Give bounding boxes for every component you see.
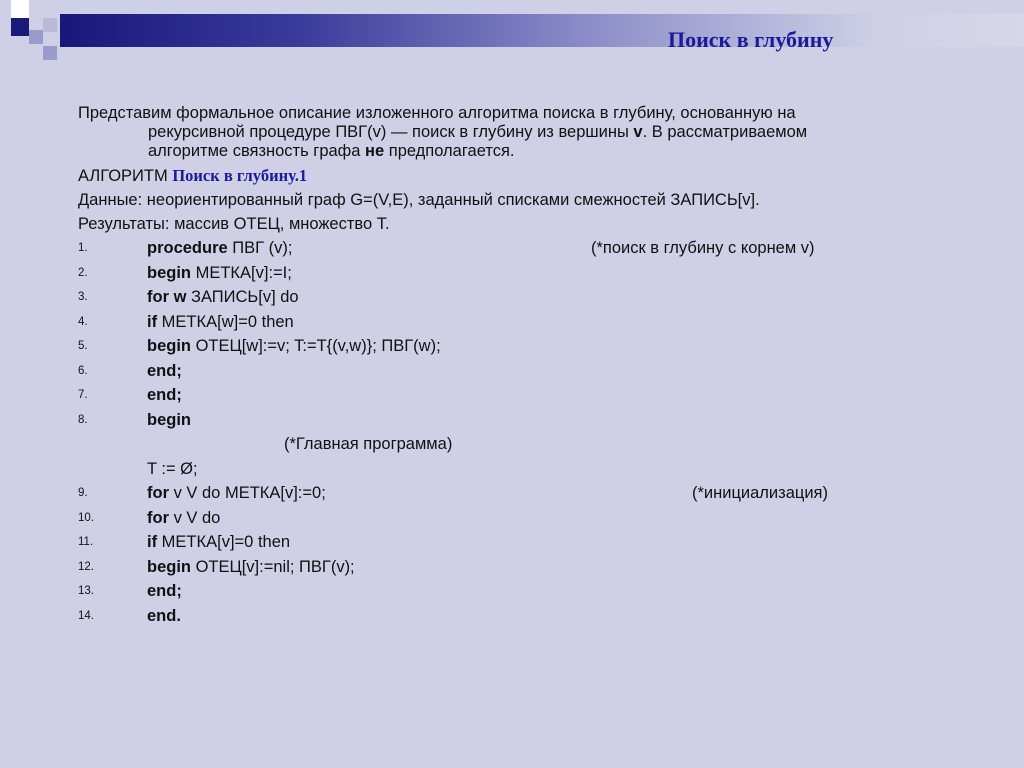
code-keyword: if [147,533,158,551]
code-rest: ЗАПИСЬ[v] do [186,288,299,306]
line-number: 8. [78,413,88,426]
code-comment: (*поиск в глубину с корнем v) [591,239,815,257]
code-keyword: end. [147,606,181,625]
code-text [147,236,292,261]
code-text [147,383,182,408]
line-number: 5. [78,340,88,352]
algorithm-name: Поиск в глубину.1 [172,166,308,185]
deco-square-2 [11,18,29,36]
intro-line-3: алгоритме связность графа не предполагается. [148,142,515,160]
code-keyword: begin [147,337,191,355]
data-line: Данные: неориентированный граф G=(V,E), заданный списками смежностей ЗАПИСЬ[v]. [78,191,760,209]
code-text [147,555,355,580]
code-line [78,506,978,531]
header-band [60,14,1024,47]
code-line [78,261,978,286]
line-number: 1. [78,242,88,254]
code-text [147,261,292,286]
code-line [78,457,978,482]
result-line: Результаты: массив ОТЕЦ, множество T. [78,215,390,233]
code-line [78,310,978,335]
code-comment: (*Главная программа) [284,435,453,453]
line-number: 14. [78,609,94,622]
code-rest: ОТЕЦ[w]:=v; T:=T{(v,w)}; ПВГ(w); [191,337,441,355]
code-line [78,579,978,604]
code-line [78,236,978,261]
code-keyword: for [147,484,169,502]
code-text [147,481,326,506]
code-line [78,408,978,433]
intro-line-2: рекурсивной процедуре ПВГ(v) — поиск в глубину из вершины v. В рассматриваемом [148,123,808,141]
line-number: 3. [78,291,88,303]
code-text [147,604,181,629]
code-text [147,408,191,433]
code-text [147,530,290,555]
code-keyword: begin [147,557,191,576]
code-keyword: begin [147,263,191,282]
deco-square-1 [11,0,29,18]
code-keyword: begin [147,410,191,429]
line-number: 9. [78,487,88,499]
line-number: 4. [78,315,88,328]
code-rest: ПВГ (v); [227,239,293,257]
code-line [78,334,978,359]
code-keyword: end; [147,361,182,380]
code-rest: МЕТКА[v]=0 then [157,533,291,551]
line-number: 11. [78,536,94,548]
code-line [78,285,978,310]
code-keyword: end; [147,386,182,404]
code-line [78,432,978,457]
code-line [78,555,978,580]
code-line [78,604,978,629]
deco-square-3 [29,30,43,44]
slide-title: Поиск в глубину [668,27,834,52]
code-keyword: if [147,312,158,331]
line-number: 6. [78,364,88,377]
code-listing [78,236,978,628]
code-rest: v V do МЕТКА[v]:=0; [169,484,326,502]
code-text [147,310,294,335]
code-text [147,506,220,531]
code-line [78,530,978,555]
code-keyword: end; [147,582,182,600]
code-line [78,359,978,384]
code-keyword: for w [147,288,187,306]
code-text [147,359,182,384]
line-number: 10. [78,511,94,524]
line-number: 2. [78,266,88,279]
code-text [147,579,182,604]
line-number: 12. [78,560,94,573]
slide-body [78,104,978,236]
code-text [147,285,299,310]
code-rest: v V do [169,508,221,527]
code-rest: МЕТКА[v]:=I; [191,263,292,282]
code-line [78,481,978,506]
code-rest: МЕТКА[w]=0 then [157,312,294,331]
code-keyword: for [147,508,169,527]
code-text [147,334,441,359]
intro-paragraph [78,104,978,161]
code-line [78,383,978,408]
algorithm-header: АЛГОРИТМ Поиск в глубину.1 [78,166,308,185]
deco-square-4 [43,18,57,32]
code-rest: T := Ø; [147,459,198,478]
code-text [147,457,198,482]
line-number: 13. [78,585,94,597]
code-rest: ОТЕЦ[v]:=nil; ПВГ(v); [191,557,355,576]
intro-line-1: Представим формальное описание изложенного алгоритма поиска в глубину, основанную на [78,104,796,122]
line-number: 7. [78,389,88,401]
code-keyword: procedure [147,239,228,257]
deco-square-6 [43,46,57,60]
code-comment: (*инициализация) [692,484,828,502]
